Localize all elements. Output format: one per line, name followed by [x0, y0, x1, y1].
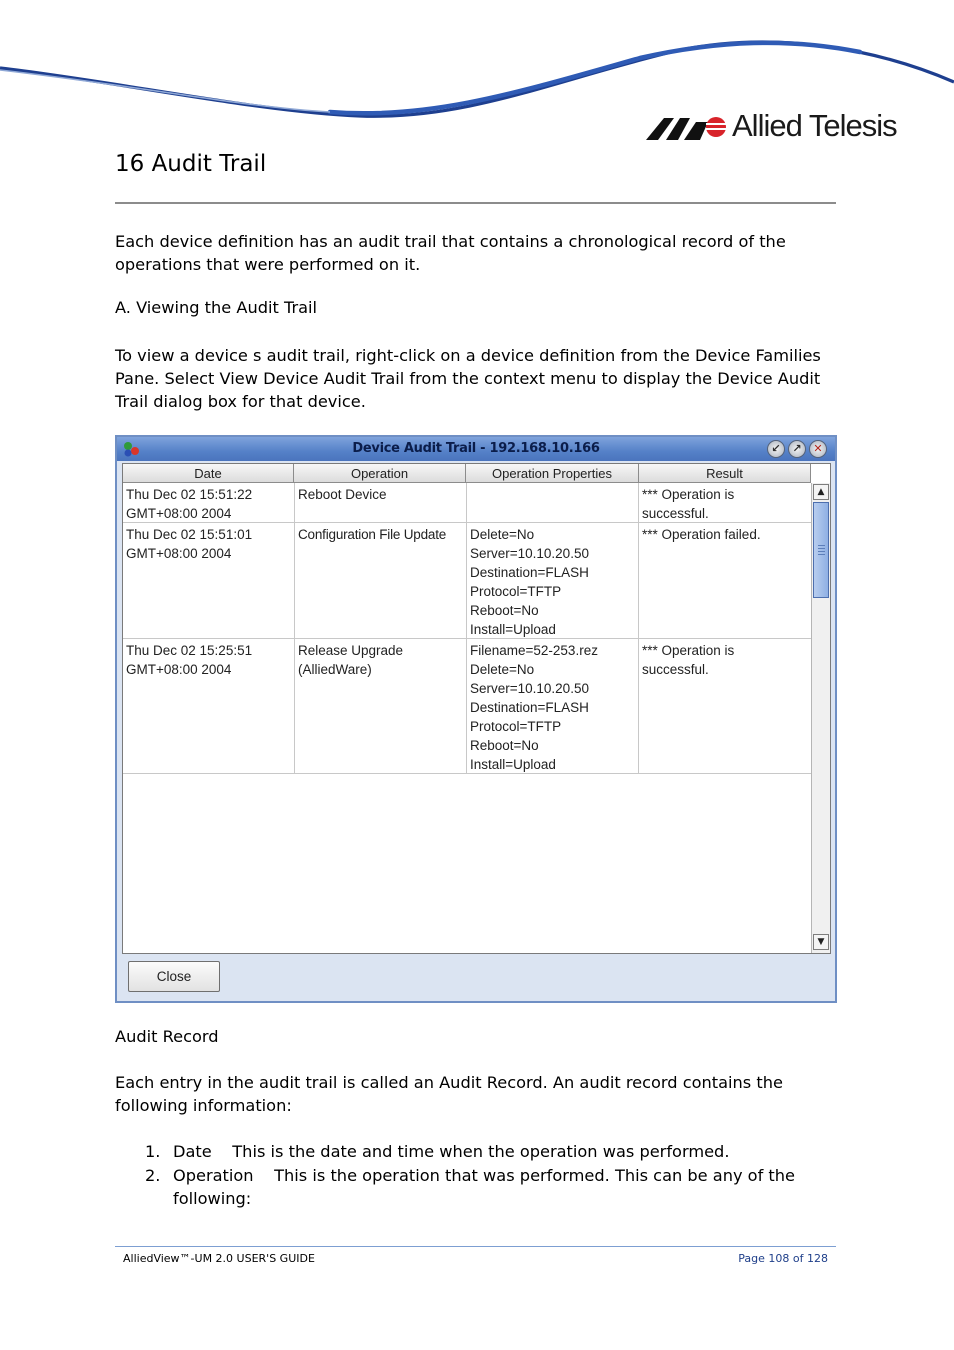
list-text: This is the operation that was performed. This can be any of the following: — [173, 1166, 795, 1208]
footer-divider — [115, 1246, 836, 1247]
vertical-scrollbar[interactable] — [811, 483, 830, 953]
list-term: Date — [173, 1142, 212, 1161]
logo-text: Allied Telesis — [732, 108, 897, 143]
allied-telesis-logo — [646, 108, 900, 150]
close-button[interactable]: Close — [128, 961, 220, 992]
column-header-result[interactable]: Result — [639, 464, 811, 483]
cell-result: *** Operation is successful. — [642, 643, 735, 677]
list-text: This is the date and time when the operation was performed. — [232, 1142, 730, 1161]
arrow-down-icon: ▼ — [817, 937, 825, 947]
maximize-button[interactable] — [788, 440, 806, 458]
cell-properties: Delete=No Server=10.10.20.50 Destination=FLASH Protocol=TFTP Reboot=No Install=Upload — [467, 523, 639, 638]
list-body — [173, 1164, 833, 1210]
section-heading: A. Viewing the Audit Trail — [115, 298, 318, 317]
cell-date: Thu Dec 02 15:25:51 GMT+08:00 2004 — [123, 639, 295, 773]
scroll-thumb[interactable] — [813, 502, 829, 598]
cell-properties: Filename=52-253.rez Delete=No Server=10.10.20.50 Destination=FLASH Protocol=TFTP Reboot=No Install=Upload — [467, 639, 639, 773]
table-row[interactable] — [123, 639, 811, 774]
minimize-icon: ↙ — [771, 442, 781, 455]
scroll-up-button[interactable] — [813, 484, 829, 500]
list-term: Operation — [173, 1166, 254, 1185]
list-item — [115, 1164, 835, 1210]
grip-line — [818, 554, 825, 555]
logo-mark-icon — [646, 114, 728, 140]
grip-line — [818, 545, 825, 546]
cell-date: Thu Dec 02 15:51:22 GMT+08:00 2004 — [123, 483, 295, 522]
close-window-button[interactable] — [809, 440, 827, 458]
scroll-down-button[interactable] — [813, 934, 829, 950]
audit-record-paragraph: Each entry in the audit trail is called an Audit Record. An audit record contains the following information: — [115, 1073, 783, 1115]
table-row[interactable] — [123, 523, 811, 639]
minimize-button[interactable] — [767, 440, 785, 458]
dialog-titlebar — [117, 437, 835, 461]
cell-properties — [467, 483, 639, 522]
cell-operation: Reboot Device — [295, 483, 467, 522]
column-header-properties[interactable]: Operation Properties — [466, 464, 639, 483]
cell-result: *** Operation failed. — [642, 527, 761, 542]
column-header-date[interactable]: Date — [123, 464, 294, 483]
footer-page-number: Page 108 of 128 — [738, 1252, 828, 1265]
section-paragraph: To view a device s audit trail, right-click on a device definition from the Device Families Pane. Select View Device Audit Trail from the context menu to display the Device Audit Trail dialog box for that device. — [115, 346, 821, 411]
list-number: 1. — [145, 1142, 161, 1161]
chapter-title: 16 Audit Trail — [115, 151, 267, 177]
cell-result: *** Operation is successful. — [642, 487, 735, 521]
cell-date: Thu Dec 02 15:51:01 GMT+08:00 2004 — [123, 523, 295, 638]
list-number: 2. — [145, 1166, 161, 1185]
arrow-up-icon: ▲ — [817, 487, 825, 497]
list-item — [115, 1140, 835, 1163]
audit-table — [122, 463, 831, 954]
title-divider — [115, 202, 836, 204]
audit-trail-dialog — [115, 435, 837, 1003]
dialog-title: Device Audit Trail - 192.168.10.166 — [352, 441, 600, 456]
intro-paragraph: Each device definition has an audit trail that contains a chronological record of the operations that were performed on it. — [115, 232, 786, 274]
footer-guide-title: AlliedView™-UM 2.0 USER'S GUIDE — [123, 1252, 315, 1265]
maximize-icon: ↗ — [792, 442, 802, 455]
grip-line — [818, 548, 825, 549]
grip-line — [818, 551, 825, 552]
cell-operation: Configuration File Update — [295, 523, 467, 638]
audit-record-heading: Audit Record — [115, 1027, 219, 1046]
table-row[interactable] — [123, 483, 811, 523]
column-header-operation[interactable]: Operation — [294, 464, 466, 483]
list-body — [173, 1140, 833, 1163]
cell-operation: Release Upgrade (AlliedWare) — [295, 639, 467, 773]
close-icon: ✕ — [813, 442, 823, 455]
